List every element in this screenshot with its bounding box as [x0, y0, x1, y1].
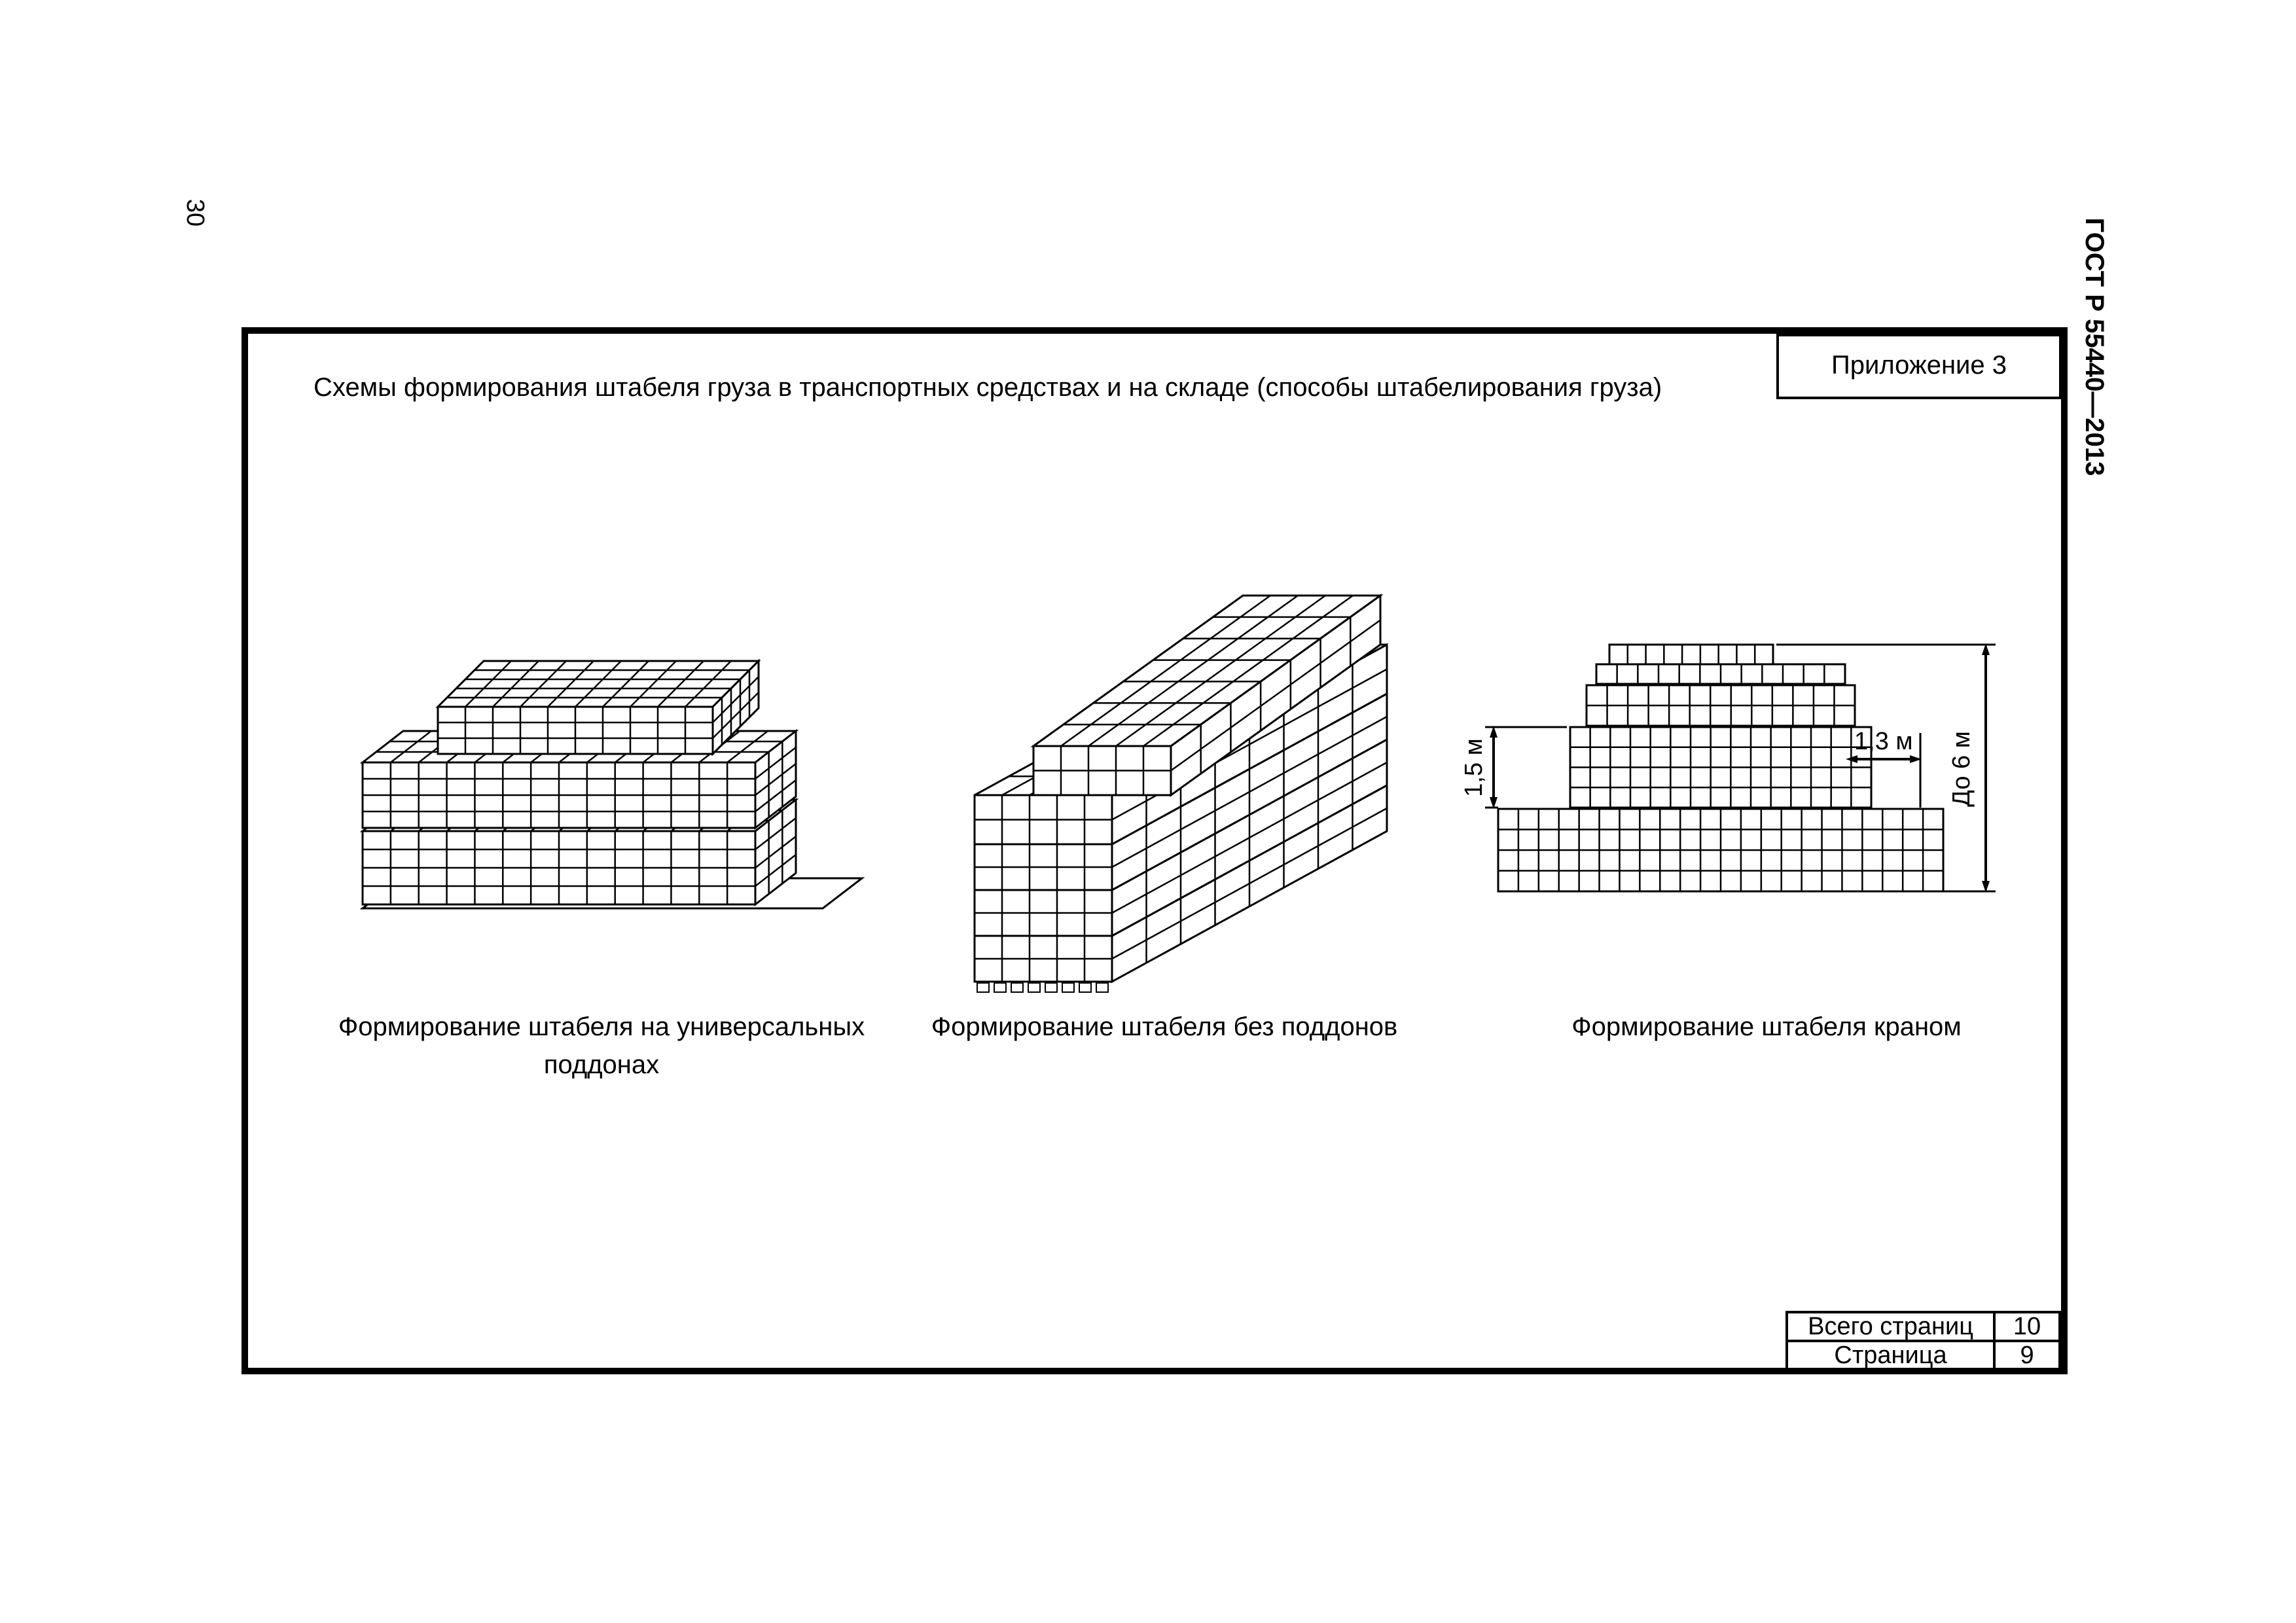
support-block [977, 983, 989, 992]
caption-pallets-line1: Формирование штабеля на универсальных [338, 1012, 865, 1041]
page-number: 30 [181, 198, 209, 227]
total-pages-value: 10 [1994, 1312, 2060, 1341]
crane-top-tier [1609, 645, 1773, 664]
document-code: ГОСТ Р 55440—2013 [2080, 217, 2109, 476]
caption-pallets [314, 1008, 889, 1084]
support-block [1011, 983, 1023, 992]
crane-base-tier [1498, 809, 1943, 891]
figure-pallet-stack [359, 635, 883, 916]
support-block [1045, 983, 1057, 992]
support-block [1096, 983, 1108, 992]
top-layer [438, 661, 759, 754]
total-pages-label: Всего страниц [1787, 1312, 1994, 1341]
dim-height-step-label: 1,5 м [1460, 738, 1488, 797]
support-block [994, 983, 1006, 992]
crane-middle-tier [1570, 727, 1871, 808]
current-page-value: 9 [1994, 1341, 2060, 1370]
drawing-frame [242, 327, 2068, 1374]
figure-crane-stack [1460, 635, 2048, 923]
support-block [1028, 983, 1040, 992]
caption-no-pallets: Формирование штабеля без поддонов [931, 1012, 1398, 1041]
support-block [1079, 983, 1091, 992]
dim-total-height-label: До 6 м [1948, 731, 1975, 807]
caption-pallets-line2: поддонах [543, 1050, 660, 1079]
crane-tier-4 [1596, 664, 1845, 684]
page-title: Схемы формирования штабеля груза в транспортных средствах и на складе (способы штабелирования груза) [314, 373, 1662, 402]
figure-stack-without-pallets [968, 648, 1413, 1001]
current-page-label: Страница [1787, 1341, 1994, 1370]
appendix-label: Приложение 3 [1776, 334, 2062, 399]
caption-crane: Формирование штабеля краном [1571, 1012, 1962, 1041]
dim-width-step-label: 1,3 м [1854, 728, 1913, 755]
support-block [1062, 983, 1074, 992]
crane-upper-tier [1587, 685, 1855, 726]
page-count-table [1785, 1311, 2061, 1371]
